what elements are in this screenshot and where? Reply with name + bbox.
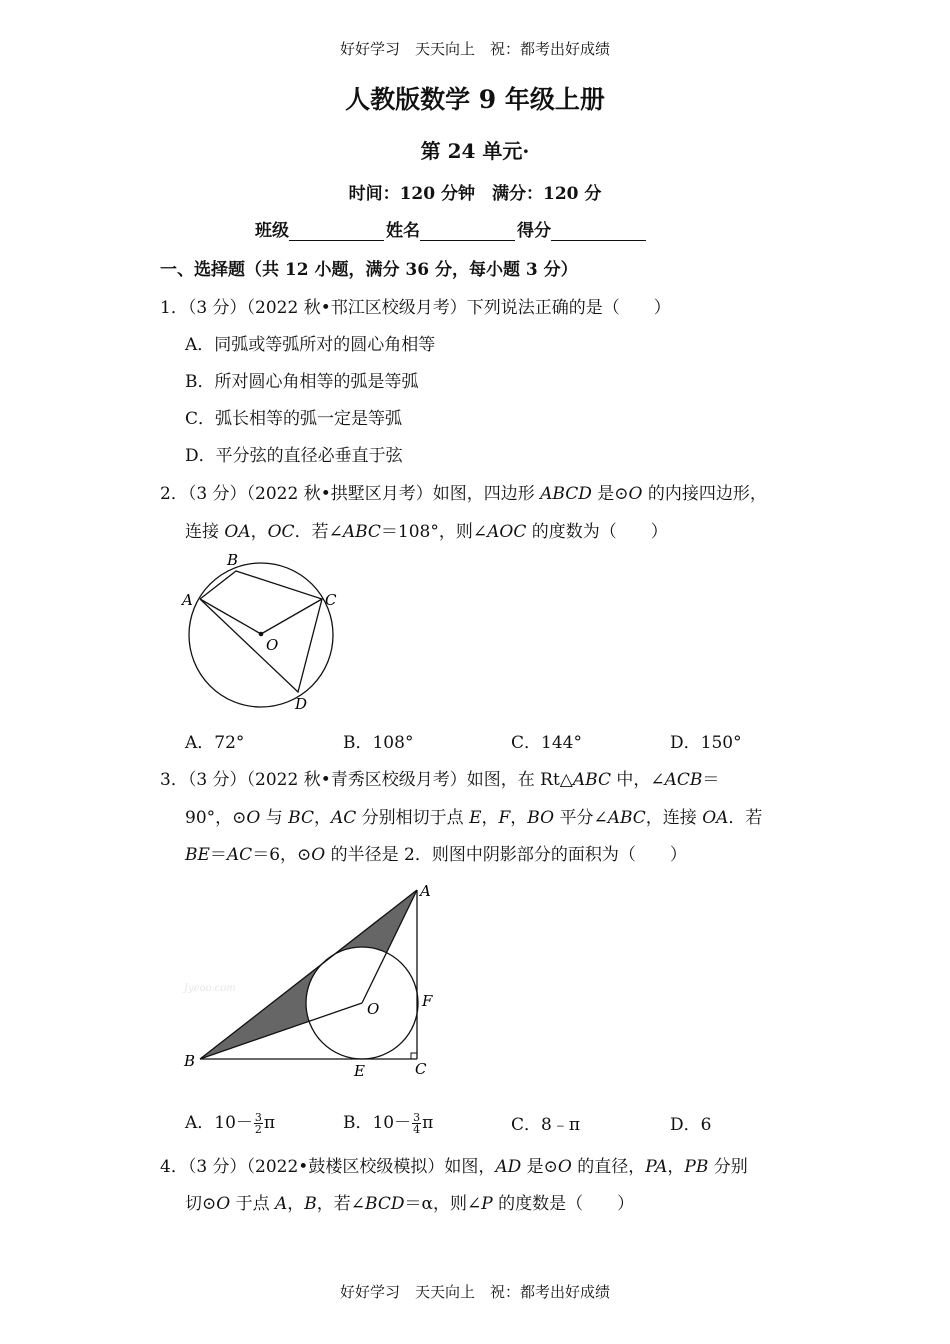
name-blank[interactable] — [420, 220, 515, 241]
math-var: ABC — [607, 808, 646, 828]
numerator: 3 — [254, 1111, 262, 1124]
stem-text: ＝α，则∠ — [404, 1194, 482, 1214]
quadrilateral-abcd — [200, 571, 322, 692]
fraction — [254, 1112, 263, 1135]
q1-option-a: A．同弧或等弧所对的圆心角相等 — [185, 335, 436, 355]
stem-text: 分别 — [708, 1157, 748, 1177]
right-angle-mark — [411, 1053, 417, 1059]
stem-text: ， — [287, 1194, 305, 1214]
math-var: AC — [330, 808, 357, 828]
label-a: A — [420, 882, 431, 900]
question-number: 3． — [160, 770, 188, 790]
stem-text: 中，∠ — [610, 770, 665, 790]
question-2 — [160, 479, 767, 504]
question-stem: （3 分）（2022 秋•邗江区校级月考）下列说法正确的是（ ） — [187, 298, 671, 318]
class-label: 班级 — [255, 221, 289, 241]
stem-text: 的度数是（ ） — [492, 1194, 635, 1214]
section-heading: 一、选择题（共 12 小题，满分 36 分，每小题 3 分） — [160, 260, 578, 280]
stem-text: 是⊙ — [591, 484, 629, 504]
q3-option-b — [343, 1108, 433, 1135]
math-var: PA — [645, 1157, 668, 1177]
label-o: O — [367, 1000, 380, 1018]
stem-text: 的内接四边形， — [642, 484, 767, 504]
q3-option-a — [185, 1108, 275, 1135]
math-var: AC — [226, 845, 253, 865]
footer-motto: 好好学习 天天向上 祝：都考出好成绩 — [339, 1283, 610, 1301]
watermark: Jyeoo.com — [184, 983, 236, 994]
center-point — [259, 632, 264, 637]
student-info-fields — [255, 216, 648, 241]
option-text: A．10－ — [185, 1113, 253, 1133]
stem-text: ＝108°，则∠ — [380, 522, 488, 542]
option-text: π — [422, 1113, 434, 1133]
page-title: 人教版数学 9 年级上册 — [345, 85, 605, 114]
unit-subtitle: 第 24 单元· — [420, 139, 530, 163]
stem-text: 切⊙ — [185, 1194, 217, 1214]
stem-text: 90°，⊙ — [185, 808, 247, 828]
math-var: A — [275, 1194, 288, 1214]
q2-option-c: C．144° — [511, 733, 582, 753]
stem-text: （3 分）（2022•鼓楼区校级模拟）如图， — [187, 1157, 496, 1177]
stem-text: ，连接 — [645, 808, 703, 828]
math-var: O — [557, 1157, 572, 1177]
q3-triangle-figure — [176, 876, 446, 1086]
stem-text: 分别相切于点 — [356, 808, 470, 828]
denominator: 4 — [413, 1123, 421, 1136]
stem-text: ．若∠ — [294, 522, 343, 542]
math-var: OA — [702, 808, 729, 828]
label-c: C — [325, 591, 337, 609]
denominator: 2 — [254, 1123, 262, 1136]
math-var: PB — [684, 1157, 709, 1177]
q1-option-c: C．弧长相等的弧一定是等弧 — [185, 409, 403, 429]
stem-text: ， — [510, 808, 528, 828]
header-motto: 好好学习 天天向上 祝：都考出好成绩 — [339, 40, 610, 58]
class-blank[interactable] — [289, 220, 384, 241]
question-number: 1． — [160, 298, 188, 318]
label-e: E — [354, 1062, 365, 1080]
option-text: π — [263, 1113, 276, 1133]
stem-text: 平分∠ — [554, 808, 608, 828]
label-o: O — [266, 636, 279, 654]
math-var: F — [498, 808, 511, 828]
math-var: BC — [288, 808, 314, 828]
label-b: B — [227, 551, 239, 569]
math-var: BE — [185, 845, 210, 865]
q1-option-d: D．平分弦的直径必垂直于弦 — [185, 446, 403, 466]
math-var: ACB — [664, 770, 703, 790]
math-var: P — [481, 1194, 493, 1214]
stem-text: （3 分）（2022 秋•青秀区校级月考）如图，在 Rt△ — [187, 770, 573, 790]
q1-option-b: B．所对圆心角相等的弧是等弧 — [185, 372, 419, 392]
math-var: O — [311, 845, 326, 865]
stem-text: ＝ — [209, 845, 227, 865]
stem-text: 连接 — [185, 522, 225, 542]
fraction — [412, 1112, 421, 1135]
stem-text: ， — [667, 1157, 685, 1177]
label-a: A — [182, 591, 193, 609]
question-3 — [160, 765, 719, 790]
numerator: 3 — [413, 1111, 421, 1124]
stem-text: ， — [481, 808, 499, 828]
label-c: C — [415, 1060, 427, 1078]
score-label: 得分 — [517, 221, 551, 241]
stem-text: ，若∠ — [316, 1194, 366, 1214]
name-label: 姓名 — [386, 221, 420, 241]
math-var: E — [469, 808, 482, 828]
stem-text: 与 — [260, 808, 289, 828]
math-var: AD — [495, 1157, 522, 1177]
math-var: ABCD — [540, 484, 592, 504]
stem-text: 的直径， — [571, 1157, 646, 1177]
math-var: ABC — [572, 770, 611, 790]
math-var: BO — [527, 808, 555, 828]
math-var: O — [628, 484, 643, 504]
q2-circle-figure — [176, 548, 346, 718]
q3-option-d: D．6 — [670, 1115, 712, 1135]
question-4-line-2 — [185, 1189, 634, 1214]
question-1 — [160, 293, 671, 318]
q2-option-d: D．150° — [670, 733, 742, 753]
math-var: B — [304, 1194, 317, 1214]
question-2-line-2 — [185, 517, 668, 542]
stem-text: ， — [313, 808, 331, 828]
segment-oc — [261, 599, 322, 634]
stem-text: （3 分）（2022 秋•拱墅区月考）如图，四边形 — [187, 484, 541, 504]
question-number: 2． — [160, 484, 188, 504]
question-number: 4． — [160, 1157, 188, 1177]
stem-text: 的半径是 2．则图中阴影部分的面积为（ ） — [325, 845, 687, 865]
math-var: OC — [267, 522, 295, 542]
stem-text: 于点 — [230, 1194, 275, 1214]
q3-option-c: C．8﹣π — [511, 1115, 580, 1135]
label-b: B — [184, 1052, 196, 1070]
math-var: OA — [224, 522, 251, 542]
stem-text: 的度数为（ ） — [526, 522, 668, 542]
label-f: F — [422, 992, 433, 1010]
stem-text: ．若 — [728, 808, 763, 828]
stem-text: 是⊙ — [521, 1157, 558, 1177]
label-d: D — [295, 695, 308, 713]
score-blank[interactable] — [551, 220, 646, 241]
exam-info: 时间：120 分钟 满分：120 分 — [348, 184, 602, 204]
q2-option-b: B．108° — [343, 733, 414, 753]
math-var: ABC — [342, 522, 381, 542]
question-3-line-3 — [185, 840, 687, 865]
q2-option-a: A．72° — [185, 733, 245, 753]
question-4 — [160, 1152, 748, 1177]
option-text: B．10－ — [343, 1113, 412, 1133]
question-3-line-2 — [185, 803, 762, 828]
stem-text: ， — [250, 522, 268, 542]
math-var: BCD — [365, 1194, 405, 1214]
math-var: O — [216, 1194, 231, 1214]
math-var: O — [246, 808, 261, 828]
stem-text: ＝6，⊙ — [252, 845, 312, 865]
stem-text: ＝ — [702, 770, 720, 790]
math-var: AOC — [487, 522, 527, 542]
